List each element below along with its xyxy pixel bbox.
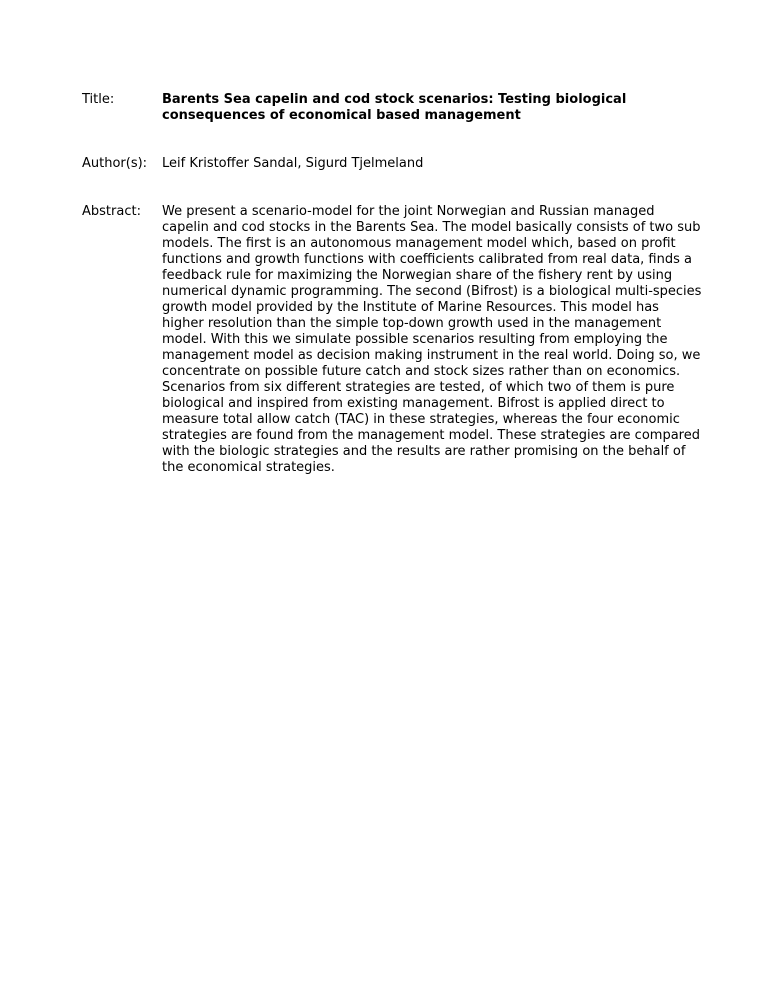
title-label: Title: xyxy=(82,92,115,107)
abstract-text: We present a scenario-model for the joint Norwegian and Russian managed capelin and cod stocks in the Barents Sea. The model basically consists of two sub models. The first is an autonomous management model which, based on profit functions and growth functions with coefficients calibrated from real data, finds a feedback rule for maximizing the Norwegian share of the fishery rent by using numerical dynamic programming. The second (Bifrost) is a biological multi-species growth model provided by the Institute of Marine Resources. This model has higher resolution than the simple top-down growth used in the management model. With this we simulate possible scenarios resulting from employing the management model as decision making instrument in the real world. Doing so, we concentrate on possible future catch and stock sizes rather than on economics. Scenarios from six different strategies are tested, of which two of them is pure biological and inspired from existing management. Bifrost is applied direct to measure total allow catch (TAC) in these strategies, whereas the four economic strategies are found from the management model. These strategies are compared with the biologic strategies and the results are rather promising on the behalf of the economical strategies. xyxy=(162,204,702,475)
authors-list: Leif Kristoffer Sandal, Sigurd Tjelmeland xyxy=(162,156,424,171)
abstract-label: Abstract: xyxy=(82,204,141,219)
paper-title: Barents Sea capelin and cod stock scenarios: Testing biological consequences of economical based management xyxy=(162,92,627,123)
authors-label: Author(s): xyxy=(82,156,148,171)
